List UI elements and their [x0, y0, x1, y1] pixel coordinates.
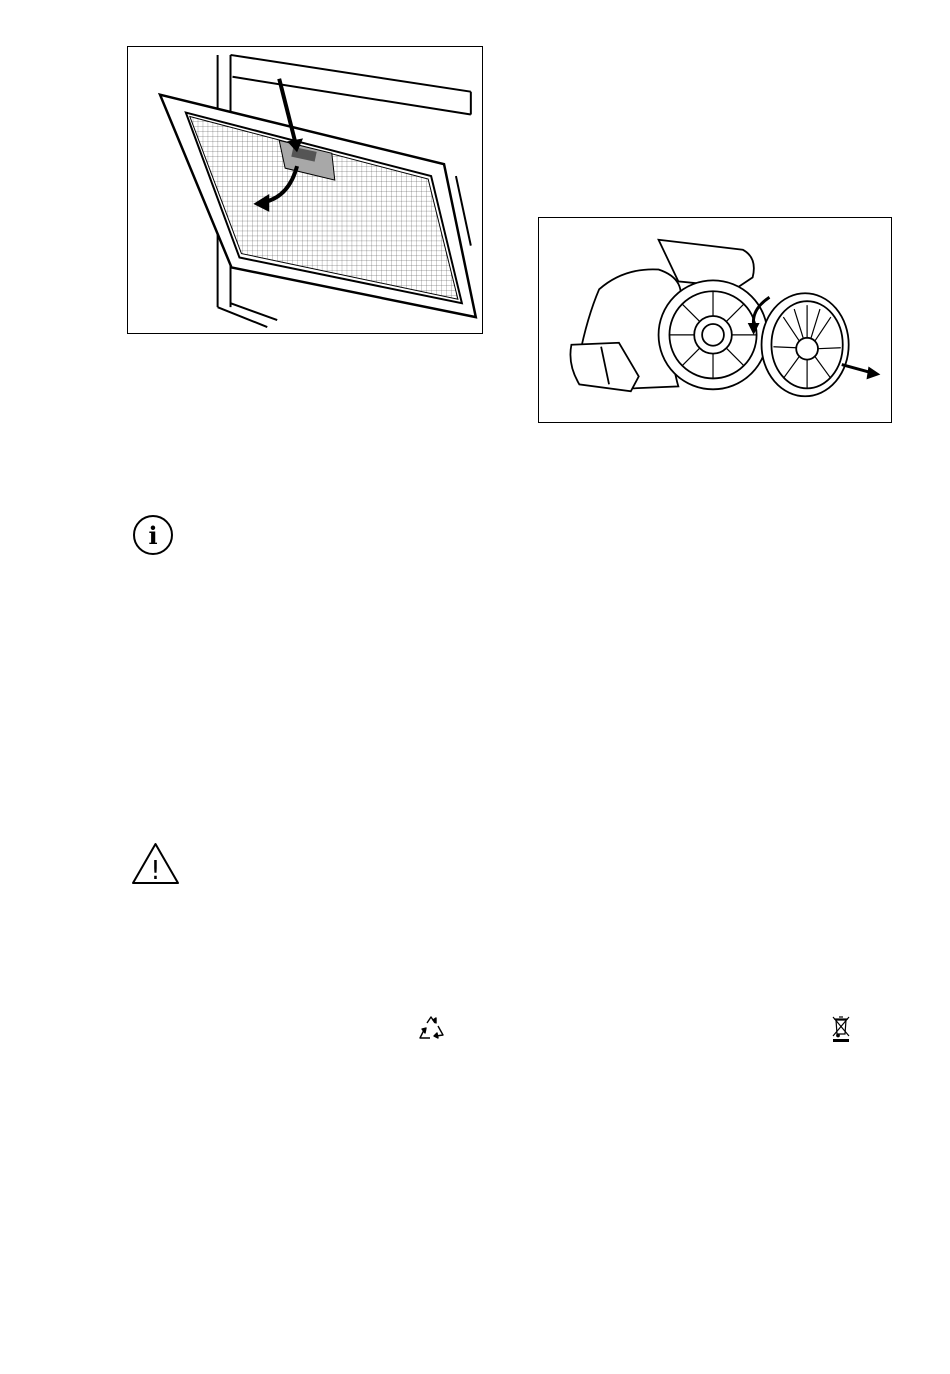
crossed-bin-icon — [830, 1014, 852, 1044]
carbon-filter-removal-illustration — [539, 218, 891, 422]
grease-filter-figure — [127, 46, 483, 334]
recycle-icon — [416, 1014, 446, 1044]
warning-glyph: ! — [150, 856, 161, 885]
warning-icon — [131, 842, 180, 885]
info-glyph: i — [148, 521, 158, 550]
carbon-filter-figure — [538, 217, 892, 423]
grease-filter-removal-illustration — [128, 47, 482, 333]
info-icon — [132, 514, 174, 556]
